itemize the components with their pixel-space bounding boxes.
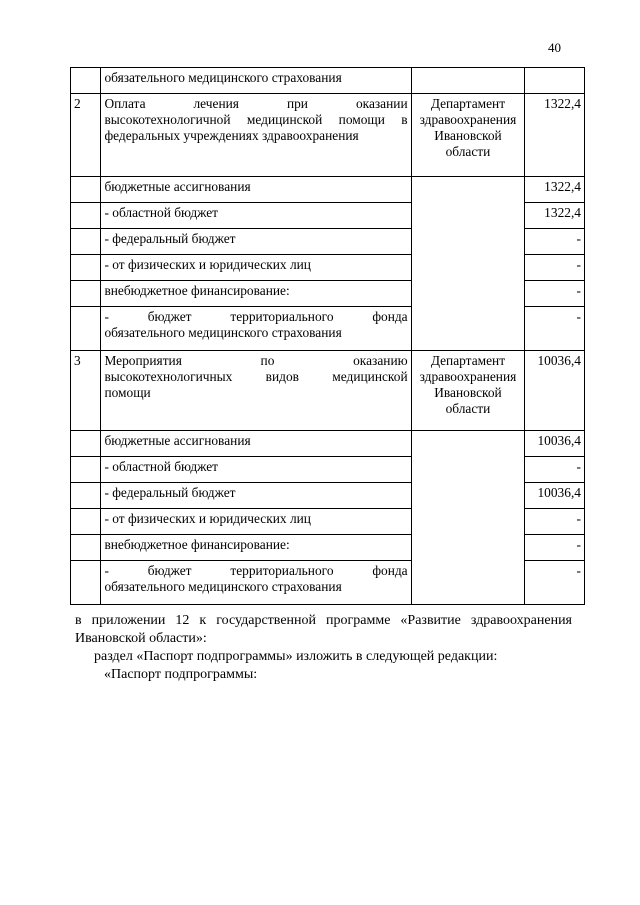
activity-name-line: федеральных учреждениях здравоохранения xyxy=(104,128,359,143)
amount: - xyxy=(525,229,585,255)
footer-line-1: в приложении 12 к государственной программе «Развитие здравоохранения xyxy=(75,613,572,628)
activity-name-line: Оплата лечения при оказании xyxy=(104,96,408,111)
table-row xyxy=(71,351,585,431)
activity-name xyxy=(101,307,411,351)
responsible-executor xyxy=(411,431,525,605)
page-number: 40 xyxy=(548,40,561,55)
row-number: 2 xyxy=(71,94,101,177)
activity-name-line: бюджетные ассигнования xyxy=(104,179,251,194)
row-number: 3 xyxy=(71,351,101,431)
activity-name-line: высокотехнологичной медицинской помощи в xyxy=(104,112,408,127)
amount: 10036,4 xyxy=(525,431,585,457)
activity-name-line: - федеральный бюджет xyxy=(104,485,236,500)
activity-name-line: обязательного медицинского страхования xyxy=(104,579,342,594)
row-number xyxy=(71,561,101,605)
table-row xyxy=(71,431,585,457)
amount: - xyxy=(525,281,585,307)
activity-name xyxy=(101,561,411,605)
activity-name-line: бюджетные ассигнования xyxy=(104,433,251,448)
activity-name-line: высокотехнологичных видов медицинской xyxy=(104,369,408,384)
amount: 10036,4 xyxy=(525,351,585,431)
activity-name-line: обязательного медицинского страхования xyxy=(104,70,342,85)
row-number xyxy=(71,535,101,561)
activity-name xyxy=(101,281,411,307)
footer-line-4: «Паспорт подпрограммы: xyxy=(104,667,258,682)
amount: - xyxy=(525,535,585,561)
row-number xyxy=(71,483,101,509)
activity-name-line: - бюджет территориального фонда xyxy=(104,563,408,578)
budget-table-body xyxy=(71,68,585,605)
activity-name xyxy=(101,177,411,203)
activity-name xyxy=(101,229,411,255)
row-number xyxy=(71,431,101,457)
amount xyxy=(525,68,585,94)
responsible-executor xyxy=(411,177,525,351)
activity-name xyxy=(101,255,411,281)
activity-name-line: - бюджет территориального фонда xyxy=(104,309,408,324)
activity-name xyxy=(101,68,411,94)
activity-name-line: помощи xyxy=(104,385,151,400)
activity-name xyxy=(101,351,411,431)
activity-name-line: - от физических и юридических лиц xyxy=(104,511,311,526)
table-row xyxy=(71,94,585,177)
responsible-executor: Департамент здравоохранения Ивановской области xyxy=(411,351,525,431)
activity-name xyxy=(101,94,411,177)
row-number xyxy=(71,281,101,307)
row-number xyxy=(71,307,101,351)
amount: - xyxy=(525,561,585,605)
activity-name-line: - областной бюджет xyxy=(104,459,219,474)
activity-name xyxy=(101,431,411,457)
amount: 10036,4 xyxy=(525,483,585,509)
activity-name xyxy=(101,457,411,483)
row-number xyxy=(71,177,101,203)
activity-name-line: обязательного медицинского страхования xyxy=(104,325,342,340)
activity-name xyxy=(101,203,411,229)
activity-name-line: Мероприятия по оказанию xyxy=(104,353,408,368)
row-number xyxy=(71,229,101,255)
activity-name xyxy=(101,509,411,535)
activity-name-line: - областной бюджет xyxy=(104,205,219,220)
amount: 1322,4 xyxy=(525,203,585,229)
activity-name-line: - от физических и юридических лиц xyxy=(104,257,311,272)
row-number xyxy=(71,509,101,535)
activity-name xyxy=(101,483,411,509)
activity-name-line: внебюджетное финансирование: xyxy=(104,283,290,298)
amount: 1322,4 xyxy=(525,177,585,203)
row-number xyxy=(71,255,101,281)
amount: - xyxy=(525,255,585,281)
amount: 1322,4 xyxy=(525,94,585,177)
footer-line-2: Ивановской области»: xyxy=(75,631,207,646)
row-number xyxy=(71,203,101,229)
footer-line-3: раздел «Паспорт подпрограммы» изложить в следующей редакции: xyxy=(94,649,498,664)
row-number xyxy=(71,68,101,94)
row-number xyxy=(71,457,101,483)
activity-name-line: - федеральный бюджет xyxy=(104,231,236,246)
amount: - xyxy=(525,509,585,535)
table-row xyxy=(71,68,585,94)
responsible-executor xyxy=(411,68,525,94)
table-row xyxy=(71,177,585,203)
activity-name xyxy=(101,535,411,561)
budget-table xyxy=(70,67,585,605)
activity-name-line: внебюджетное финансирование: xyxy=(104,537,290,552)
amount: - xyxy=(525,457,585,483)
amount: - xyxy=(525,307,585,351)
responsible-executor: Департамент здравоохранения Ивановской области xyxy=(411,94,525,177)
